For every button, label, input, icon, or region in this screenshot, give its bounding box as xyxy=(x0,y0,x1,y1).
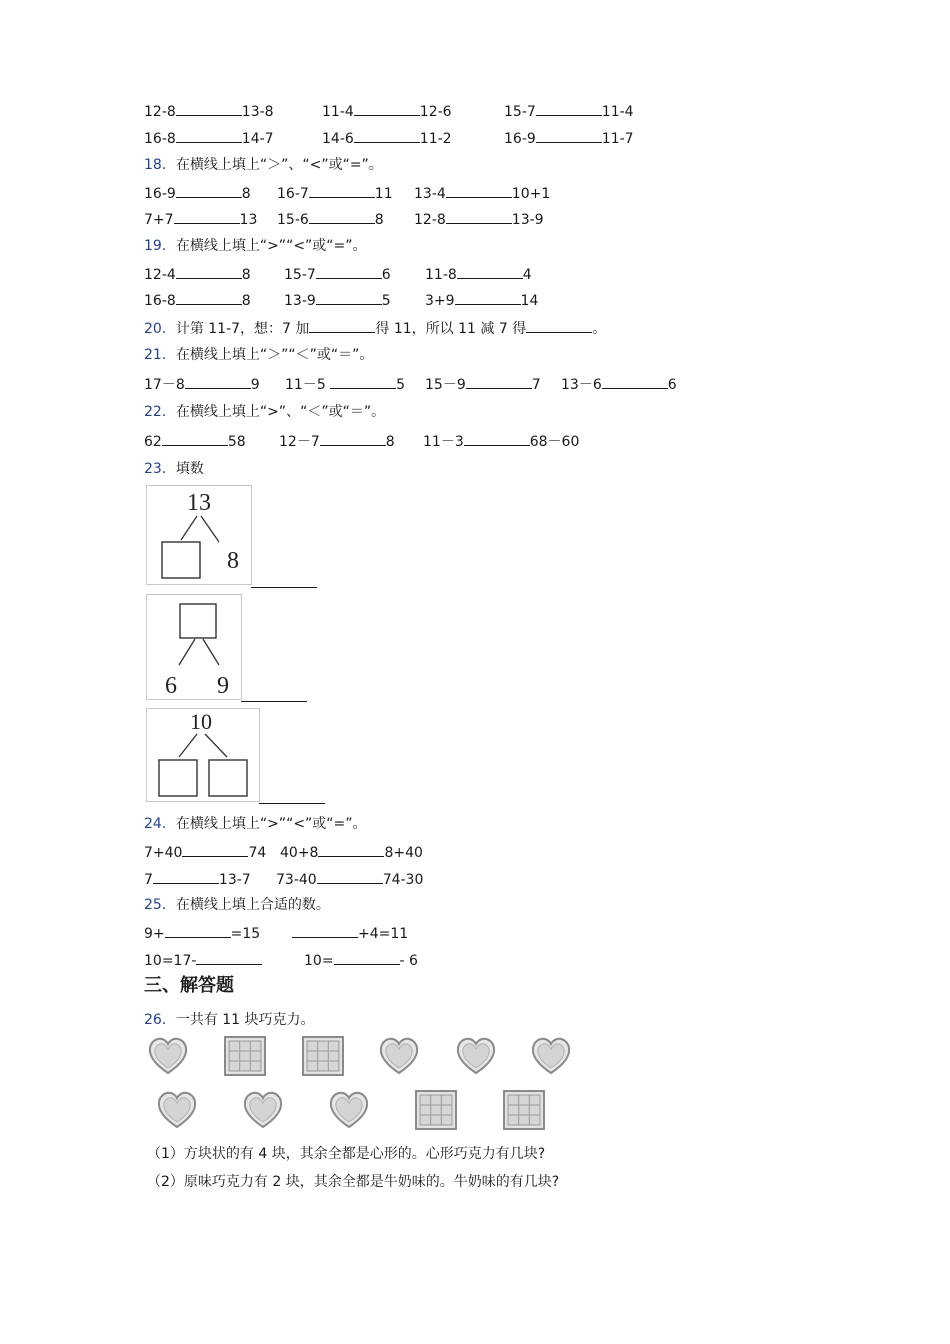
expression: 8 xyxy=(385,434,395,450)
answer-blank[interactable] xyxy=(354,128,420,143)
expression: 8 xyxy=(241,293,251,309)
branch-line xyxy=(201,516,219,542)
answer-blank[interactable] xyxy=(165,923,231,938)
expression: 62 xyxy=(144,434,162,450)
expression: 11－5 xyxy=(285,377,331,393)
answer-blank[interactable] xyxy=(185,374,251,389)
question-text: 得 11，所以 11 减 7 得 xyxy=(375,321,527,337)
expression: 11－3 xyxy=(423,434,464,450)
expression: 11-4 xyxy=(601,104,634,120)
expression: 7 xyxy=(144,872,153,888)
square-chocolate-icon xyxy=(224,1036,266,1076)
question-number: 20． xyxy=(144,321,176,337)
expression: 74-30 xyxy=(382,872,424,888)
heart-icon xyxy=(156,1090,198,1130)
expression: 11-7 xyxy=(601,131,634,147)
answer-blank[interactable] xyxy=(536,101,602,116)
expression: 11 xyxy=(374,186,393,202)
expression: 12-4 xyxy=(144,267,176,283)
question-20 xyxy=(144,318,606,339)
sub-question-1: （1）方块状的有 4 块，其余全都是心形的。心形巧克力有几块? xyxy=(147,1146,546,1162)
answer-blank[interactable] xyxy=(354,101,420,116)
expression: 12-6 xyxy=(419,104,452,120)
expression: 13-9 xyxy=(284,293,316,309)
answer-blank[interactable] xyxy=(153,869,219,884)
answer-blank[interactable] xyxy=(176,183,242,198)
part-number: 8 xyxy=(227,548,239,574)
expression: 12-8 xyxy=(144,104,176,120)
heart-icon xyxy=(530,1036,572,1076)
answer-blank[interactable] xyxy=(176,290,242,305)
expression: 13－6 xyxy=(561,377,602,393)
answer-blank[interactable] xyxy=(182,842,248,857)
expression: 15-7 xyxy=(504,104,536,120)
answer-blank[interactable] xyxy=(466,374,532,389)
question-number: 23． xyxy=(144,461,176,477)
branch-line xyxy=(179,734,197,757)
expression: - 6 xyxy=(399,953,418,969)
number-bond-diagram xyxy=(147,486,251,584)
answer-blank[interactable] xyxy=(457,264,523,279)
expression: =15 xyxy=(230,926,261,942)
whole-number: 10 xyxy=(190,709,212,734)
expression: 8 xyxy=(374,212,384,228)
expression: 13-4 xyxy=(414,186,446,202)
answer-blank[interactable] xyxy=(536,128,602,143)
number-bond-figure-2 xyxy=(146,594,242,700)
expression: 8+40 xyxy=(384,845,423,861)
expression: 7+40 xyxy=(144,845,183,861)
section-heading: 三、解答题 xyxy=(144,975,234,996)
answer-blank[interactable] xyxy=(320,431,386,446)
expression: 8 xyxy=(241,267,251,283)
answer-blank[interactable] xyxy=(176,101,242,116)
answer-blank[interactable] xyxy=(316,290,382,305)
question-21-heading xyxy=(144,345,373,365)
square-chocolate-icon xyxy=(503,1090,545,1130)
heart-icon xyxy=(147,1036,189,1076)
empty-answer-box[interactable] xyxy=(162,542,200,578)
branch-line xyxy=(205,734,227,757)
number-bond-figure-3 xyxy=(146,708,260,802)
expression: 16-8 xyxy=(144,131,176,147)
answer-blank[interactable] xyxy=(526,318,592,333)
whole-number: 13 xyxy=(187,490,211,516)
expression: 10+1 xyxy=(511,186,551,202)
answer-blank[interactable] xyxy=(292,923,358,938)
number-bond-diagram xyxy=(147,595,241,699)
expression: 5 xyxy=(381,293,391,309)
square-chocolate-icon xyxy=(302,1036,344,1076)
question-24-heading xyxy=(144,814,367,834)
expression: 8 xyxy=(241,186,251,202)
expression: 14 xyxy=(520,293,539,309)
expression: 9 xyxy=(250,377,260,393)
empty-answer-box[interactable] xyxy=(180,604,216,638)
expression: 73-40 xyxy=(276,872,317,888)
expression: 16-9 xyxy=(504,131,536,147)
number-bond-figure-1 xyxy=(146,485,252,585)
expression: 10=17- xyxy=(144,953,197,969)
expression: 15-6 xyxy=(277,212,309,228)
expression: 10= xyxy=(304,953,334,969)
answer-blank[interactable] xyxy=(317,869,383,884)
expression: 13-7 xyxy=(218,872,251,888)
answer-blank[interactable] xyxy=(174,209,240,224)
empty-answer-box[interactable] xyxy=(159,760,197,796)
expression: 16-9 xyxy=(144,186,176,202)
expression: 12-8 xyxy=(414,212,446,228)
number-bond-diagram xyxy=(147,709,259,801)
heart-icon xyxy=(328,1090,370,1130)
sub-question-2: （2）原味巧克力有 2 块，其余全都是牛奶味的。牛奶味的有几块? xyxy=(147,1174,560,1190)
answer-blank[interactable] xyxy=(176,264,242,279)
question-text: 计第 11-7，想：7 加 xyxy=(175,321,310,337)
expression: 9+ xyxy=(144,926,165,942)
expression: 5 xyxy=(396,377,406,393)
expression: 74 xyxy=(248,845,267,861)
question-19-heading xyxy=(144,236,367,256)
expression: 13 xyxy=(239,212,258,228)
branch-line xyxy=(179,639,195,665)
part-number: 6 xyxy=(165,673,177,699)
question-text: 在横线上填上合适的数。 xyxy=(175,897,330,913)
answer-blank[interactable] xyxy=(455,290,521,305)
expression: 58 xyxy=(227,434,246,450)
expression: 12－7 xyxy=(279,434,320,450)
question-text: 。 xyxy=(592,321,607,337)
expression: 4 xyxy=(522,267,532,283)
answer-blank[interactable] xyxy=(251,587,317,588)
answer-blank[interactable] xyxy=(162,431,228,446)
question-number: 24． xyxy=(144,816,176,832)
question-text: 在横线上填上“>”、“＜”或“＝”。 xyxy=(175,404,386,420)
answer-blank[interactable] xyxy=(309,318,375,333)
question-number: 19． xyxy=(144,238,176,254)
question-number: 21． xyxy=(144,347,176,363)
question-text: 填数 xyxy=(175,461,204,477)
answer-blank[interactable] xyxy=(309,183,375,198)
answer-blank[interactable] xyxy=(446,183,512,198)
expression: 17－8 xyxy=(144,377,185,393)
expression: 14-7 xyxy=(241,131,274,147)
empty-answer-box[interactable] xyxy=(209,760,247,796)
branch-line xyxy=(203,639,219,665)
answer-blank[interactable] xyxy=(309,209,375,224)
expression: 13-8 xyxy=(241,104,274,120)
expression: +4=11 xyxy=(358,926,409,942)
expression: 14-6 xyxy=(322,131,354,147)
expression: 3+9 xyxy=(425,293,455,309)
question-25-heading xyxy=(144,895,330,915)
heart-icon xyxy=(242,1090,284,1130)
answer-blank[interactable] xyxy=(241,701,307,702)
question-text: 一共有 11 块巧克力。 xyxy=(175,1012,315,1028)
answer-blank[interactable] xyxy=(464,431,530,446)
answer-blank[interactable] xyxy=(446,209,512,224)
heart-icon xyxy=(455,1036,497,1076)
question-22-heading xyxy=(144,402,385,422)
answer-blank[interactable] xyxy=(196,950,262,965)
question-text: 在横线上填上“>”“<”或“=”。 xyxy=(175,238,367,254)
answer-blank[interactable] xyxy=(316,264,382,279)
expression: 11-2 xyxy=(419,131,452,147)
answer-blank[interactable] xyxy=(330,374,396,389)
question-text: 在横线上填上“>”“<”或“=”。 xyxy=(175,816,367,832)
part-number: 9 xyxy=(217,673,229,699)
question-23-heading xyxy=(144,459,204,479)
question-26-heading xyxy=(144,1010,315,1030)
question-number: 25． xyxy=(144,897,176,913)
expression: 13-9 xyxy=(511,212,544,228)
expression: 7+7 xyxy=(144,212,174,228)
expression: 40+8 xyxy=(280,845,319,861)
answer-blank[interactable] xyxy=(602,374,668,389)
expression: 16-8 xyxy=(144,293,176,309)
expression: 7 xyxy=(531,377,541,393)
question-number: 26． xyxy=(144,1012,176,1028)
answer-blank[interactable] xyxy=(334,950,400,965)
expression: 15－9 xyxy=(425,377,466,393)
expression: 16-7 xyxy=(277,186,309,202)
question-number: 22． xyxy=(144,404,176,420)
question-text: 在横线上填上“＞”“＜”或“＝”。 xyxy=(175,347,374,363)
answer-blank[interactable] xyxy=(176,128,242,143)
question-18-heading xyxy=(144,155,383,175)
expression: 68－60 xyxy=(529,434,580,450)
expression: 11-8 xyxy=(425,267,457,283)
question-number: 18． xyxy=(144,157,176,173)
expression: 6 xyxy=(381,267,391,283)
question-text: 在横线上填上“＞”、“<”或“=”。 xyxy=(175,157,383,173)
heart-icon xyxy=(378,1036,420,1076)
expression: 15-7 xyxy=(284,267,316,283)
answer-blank[interactable] xyxy=(318,842,384,857)
expression: 11-4 xyxy=(322,104,354,120)
answer-blank[interactable] xyxy=(259,803,325,804)
square-chocolate-icon xyxy=(415,1090,457,1130)
expression: 6 xyxy=(667,377,677,393)
branch-line xyxy=(181,516,197,540)
